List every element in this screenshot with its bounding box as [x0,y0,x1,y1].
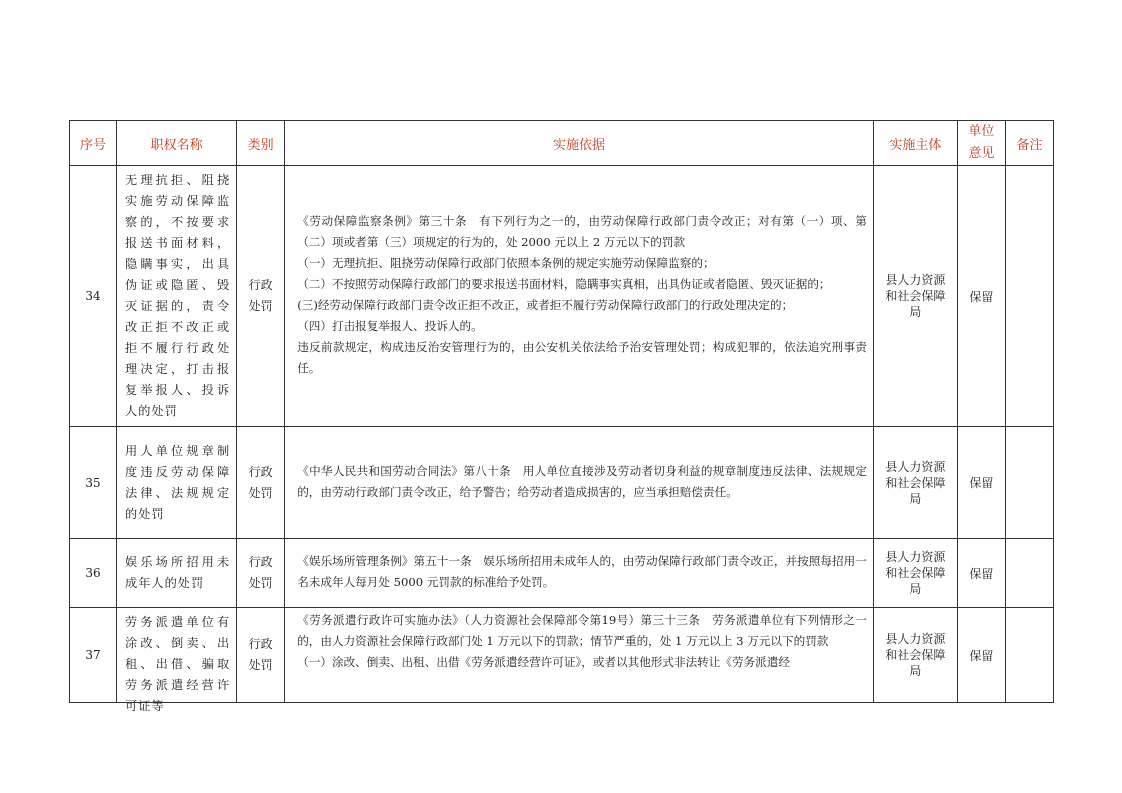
row-opinion: 保留 [957,427,1005,539]
row-seq: 35 [70,427,117,539]
table-header-row [70,121,1054,166]
header-subject: 实施主体 [873,121,957,166]
basis-line: （一）涂改、倒卖、出租、出借《劳务派遣经营许可证》，或者以其他形式非法转让《劳务派遣经 [297,655,790,669]
row-type: 行政处罚 [237,539,285,608]
row-basis [285,427,874,539]
row-subject: 县人力资源和社会保障局 [873,427,957,539]
row-authority-name: 用人单位规章制度违反劳动保障法律、法规规定的处罚 [117,427,237,539]
row-note [1005,166,1053,427]
row-type: 行政处罚 [237,608,285,703]
row-seq: 36 [70,539,117,608]
basis-line: (三)经劳动保障行政部门责令改正拒不改正，或者拒不履行劳动保障行政部门的行政处理决定的； [297,298,794,312]
row-seq: 34 [70,166,117,427]
row-seq: 37 [70,608,117,703]
row-opinion: 保留 [957,608,1005,703]
row-authority-name: 娱乐场所招用未成年人的处罚 [117,539,237,608]
row-opinion: 保留 [957,539,1005,608]
row-authority-name: 无理抗拒、阻挠实施劳动保障监察的，不按要求报送书面材料，隐瞒事实，出具伪证或隐匿、毁灭证据的，责令改正拒不改正或拒不履行行政处理决定，打击报复举报人、投诉人的处罚 [117,166,237,427]
basis-line: 《娱乐场所管理条例》第五十一条 娱乐场所招用未成年人的，由劳动保障行政部门责令改正，并按照每招用一名未成年人每月处 5000 元罚款的标准给予处罚。 [297,554,867,589]
row-subject: 县人力资源和社会保障局 [873,608,957,703]
table-row [70,166,1054,427]
basis-line: 《中华人民共和国劳动合同法》第八十条 用人单位直接涉及劳动者切身利益的规章制度违反法律、法规规定的，由劳动行政部门责令改正，给予警告；给劳动者造成损害的，应当承担赔偿责任。 [297,463,867,499]
row-type: 行政处罚 [237,166,285,427]
basis-line: 《劳务派遣行政许可实施办法》（人力资源社会保障部令第19号）第三十三条 劳务派遣单位有下列情形之一的，由人力资源社会保障行政部门处 1 万元以下的罚款；情节严重的，处 1 万元以上 3 万元以下的罚款 [297,613,867,648]
row-subject: 县人力资源和社会保障局 [873,539,957,608]
basis-text [297,610,867,694]
row-authority-name [117,608,237,713]
table-row [70,539,1054,608]
row-note [1005,539,1053,608]
row-note [1005,427,1053,539]
basis-line: 《劳动保障监察条例》第三十条 有下列行为之一的，由劳动保障行政部门责令改正；对有第（一）项、第（二）项或者第（三）项规定的行为的，处 2000 元以上 2 万元以下的罚款 [297,214,867,249]
header-seq: 序号 [70,121,117,166]
table-row [70,427,1054,539]
header-type: 类别 [237,121,285,166]
authority-table [69,120,1054,713]
row-opinion: 保留 [957,166,1005,427]
header-basis: 实施依据 [285,121,874,166]
row-basis [285,166,874,427]
basis-line: （四）打击报复举报人、投诉人的。 [297,319,483,333]
basis-line: （二）不按照劳动保障行政部门的要求报送书面材料，隐瞒事实真相，出具伪证或者隐匿、毁灭证据的； [297,277,831,291]
row-subject: 县人力资源和社会保障局 [873,166,957,427]
header-note: 备注 [1005,121,1053,166]
header-opinion: 单位意见 [957,121,1005,166]
header-name: 职权名称 [117,121,237,166]
row-note [1005,608,1053,703]
basis-line: （一）无理抗拒、阻挠劳动保障行政部门依照本条例的规定实施劳动保障监察的； [297,256,715,270]
authority-name-text: 劳务派遣单位有涂改、倒卖、出租、出借、骗取劳务派遣经营许可证等 [125,615,231,713]
basis-line: 违反前款规定，构成违反治安管理行为的，由公安机关依法给予治安管理处罚；构成犯罪的，依法追究刑事责任。 [297,340,867,375]
row-basis [285,539,874,608]
table-row [70,608,1054,703]
row-type: 行政处罚 [237,427,285,539]
row-basis [285,608,874,703]
